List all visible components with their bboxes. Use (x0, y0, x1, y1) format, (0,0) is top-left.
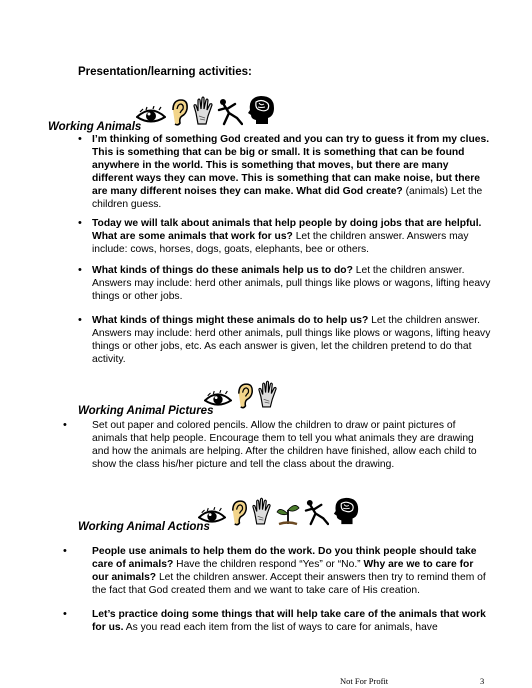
bullet: • (78, 133, 82, 145)
list-item (78, 314, 492, 366)
icon-row-working-animal-actions (198, 496, 360, 526)
list-item (63, 608, 492, 634)
item-bold-text: What kinds of things might these animals do to help us? (92, 315, 369, 326)
item-text: Let the children answer. Accept their answers then try to remind them of the fact that God created them and we want to take care of His creation. (92, 572, 486, 597)
bullet: • (78, 217, 82, 229)
list-item (78, 217, 492, 256)
brain-head-icon (246, 94, 276, 126)
item-text: Set out paper and colored pencils. Allow the children to draw or paint pictures of animals that help people. Encourage them to tell you what animals they are drawing and how the animals are helping. After the children have finished, allow each child to show the class his/her picture and tell the class about the drawing. (92, 420, 477, 471)
ear-icon (169, 98, 189, 126)
hand-icon (192, 96, 214, 126)
sprout-icon (275, 500, 301, 526)
section-title-working-animal-actions: Working Animal Actions (78, 521, 210, 533)
section-title-working-animal-pictures: Working Animal Pictures (78, 405, 214, 417)
item-bold-text: Let’s practice doing some things that will help take care of the animals that work for us. (92, 609, 486, 634)
item-text: Let the children answer. Answers may include: herd other animals, pull things like plows or wagons, lifting heavy things or other jobs, etc. As each answer is given, let the children pretend to do that activity. (92, 315, 491, 366)
ear-icon (229, 499, 248, 526)
item-bold-text: Today we will talk about animals that help people by doing jobs that are helpful. What are some animals that work for us? (92, 218, 482, 243)
exercise-figure-icon (217, 98, 243, 126)
hand-icon (257, 380, 278, 409)
item-bold-text: What kinds of things do these animals help us to do? (92, 265, 353, 276)
footer-label: Not For Profit (340, 676, 389, 686)
icon-row-working-animal-pictures (204, 380, 278, 409)
icon-row-working-animals (136, 94, 276, 126)
list-item (63, 545, 492, 597)
item-text: (animals) Let the children guess. (92, 186, 483, 211)
list-item (63, 419, 492, 471)
list-item (78, 264, 492, 303)
item-text: Let the children answer. Answers may include: herd other animals, pull things like plows or wagons, lifting heavy things or other jobs. (92, 265, 491, 303)
page-heading: Presentation/learning activities: (78, 66, 252, 78)
list-item (78, 133, 492, 212)
bullet: • (78, 264, 82, 276)
bullet: • (63, 608, 67, 620)
eye-icon (198, 507, 226, 526)
bullet: • (63, 545, 67, 557)
item-text: Let the children answer. Answers may include: cows, horses, dogs, goats, elephants, bee or others. (92, 231, 469, 256)
section-title-working-animals: Working Animals (48, 121, 142, 133)
bullet: • (63, 419, 67, 431)
exercise-figure-icon (304, 499, 329, 526)
item-bold-text: I’m thinking of something God created and you can try to guess it from my clues. This is something that can be big or small. It is something that can be found anywhere in the world. This is something that moves, but there are many different ways they can move. This is something that can make noise, but there are many different noises they can make. What did God create? (92, 134, 490, 198)
item-text: As you read each item from the list of ways to care for animals, have (123, 622, 438, 634)
eye-icon (136, 106, 166, 126)
page-number: 3 (480, 676, 485, 686)
brain-head-icon (332, 496, 360, 526)
hand-icon (251, 497, 272, 526)
ear-icon (235, 382, 254, 409)
item-text: Have the children respond “Yes” or “No.” (173, 559, 364, 571)
eye-icon (204, 390, 232, 409)
item-bold-text: People use animals to help them do the work. Do you think people should take care of animals? (92, 546, 477, 571)
bullet: • (78, 314, 82, 326)
item-bold-text: Why are we to care for our animals? (92, 559, 474, 584)
